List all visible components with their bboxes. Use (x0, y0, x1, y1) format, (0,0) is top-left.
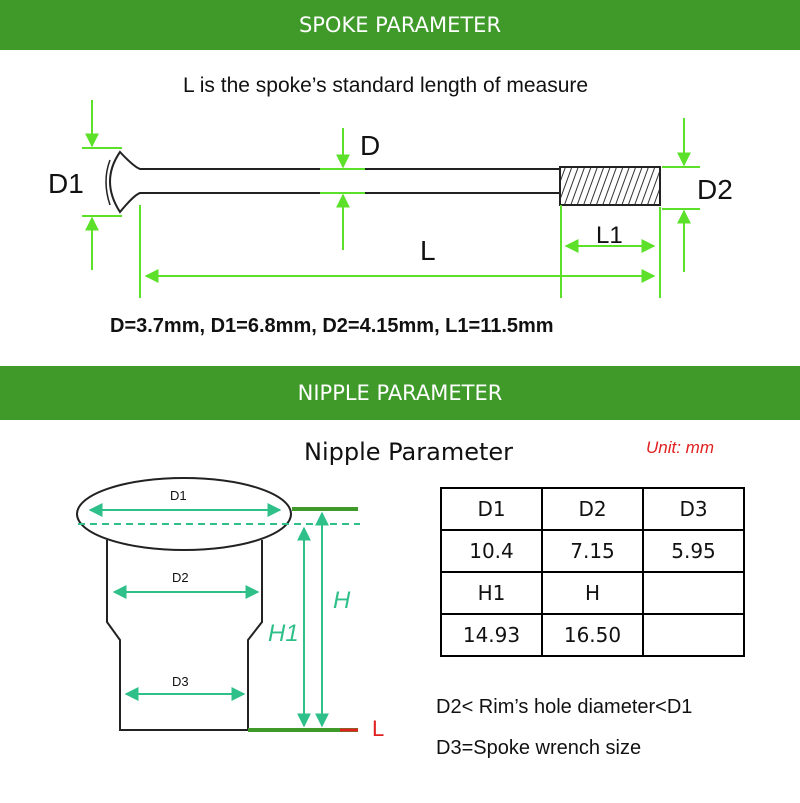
spoke-label-l1: L1 (596, 222, 623, 249)
nipple-parameter-table (440, 487, 745, 657)
table-cell (643, 614, 744, 656)
spoke-spec-line: D=3.7mm, D1=6.8mm, D2=4.15mm, L1=11.5mm (110, 315, 554, 337)
table-cell: H1 (441, 572, 542, 614)
nipple-label-l: L (372, 716, 385, 741)
table-cell: D3 (643, 488, 744, 530)
nipple-label-h1: H1 (268, 620, 299, 647)
table-cell: 10.4 (441, 530, 542, 572)
table-cell: D2 (542, 488, 643, 530)
spoke-caption: L is the spoke’s standard length of measure (183, 74, 589, 97)
nipple-label-d1: D1 (170, 488, 187, 503)
note-rim-hole: D2< Rim’s hole diameter<D1 (436, 696, 693, 718)
nipple-label-d3: D3 (172, 674, 189, 689)
table-row (441, 572, 744, 614)
table-row (441, 488, 744, 530)
table-cell: H (542, 572, 643, 614)
table-cell: D1 (441, 488, 542, 530)
nipple-shape (77, 478, 291, 730)
spoke-label-d2: D2 (697, 174, 733, 205)
table-cell: 5.95 (643, 530, 744, 572)
spoke-banner-title: SPOKE PARAMETER (298, 13, 502, 37)
spoke-label-d1: D1 (48, 168, 84, 199)
table-cell: 7.15 (542, 530, 643, 572)
table-cell: 16.50 (542, 614, 643, 656)
table-row (441, 530, 744, 572)
nipple-label-h: H (333, 587, 351, 614)
table-row (441, 614, 744, 656)
note-wrench-size: D3=Spoke wrench size (436, 737, 642, 759)
table-cell: 14.93 (441, 614, 542, 656)
table-cell (643, 572, 744, 614)
spoke-label-d: D (360, 130, 381, 161)
nipple-label-d2: D2 (172, 570, 189, 585)
nipple-banner-title: NIPPLE PARAMETER (297, 381, 503, 405)
spoke-label-l: L (420, 235, 436, 266)
unit-label: Unit: mm (646, 438, 714, 457)
nipple-title: Nipple Parameter (304, 438, 514, 466)
